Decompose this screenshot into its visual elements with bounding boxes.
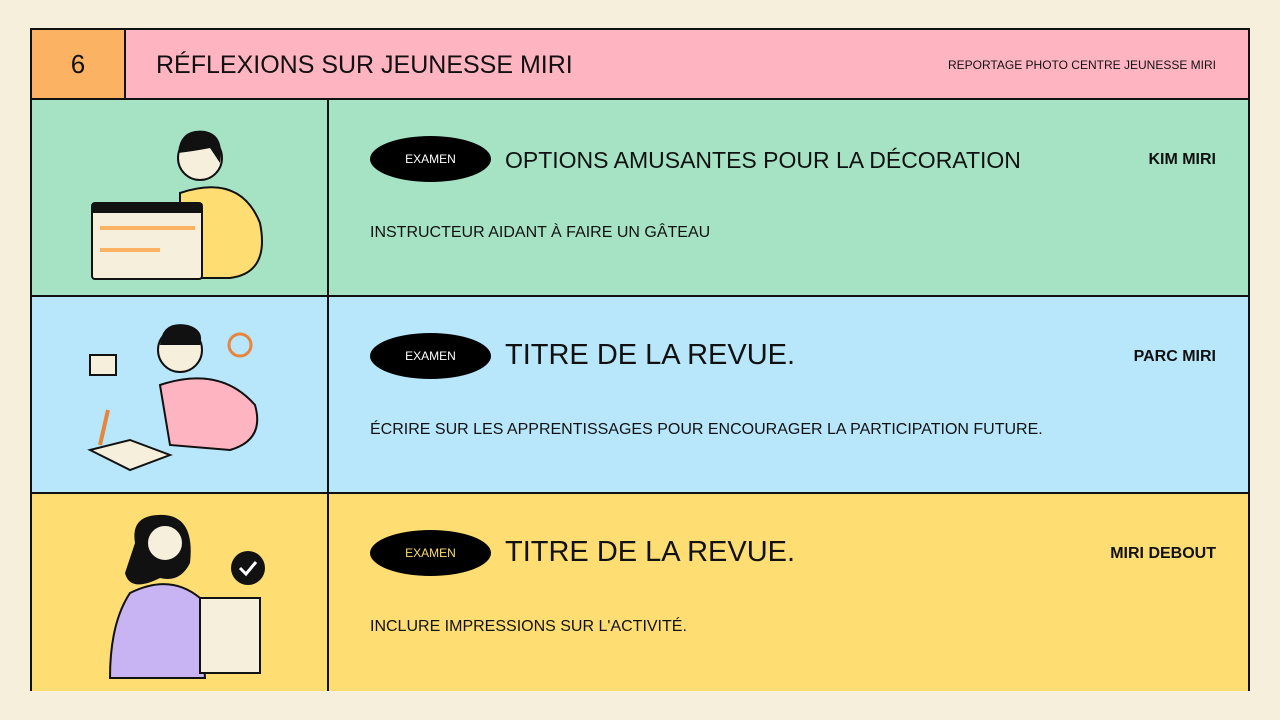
row-title: TITRE DE LA REVUE.: [505, 536, 796, 568]
section-number: 6: [32, 30, 126, 98]
row-title: TITRE DE LA REVUE.: [505, 339, 796, 371]
review-row: [32, 494, 1248, 691]
row-author: PARC MIRI: [1133, 348, 1216, 365]
person-with-checklist-illustration: [32, 494, 329, 691]
examen-badge: EXAMEN: [370, 530, 491, 576]
page-subtitle: REPORTAGE PHOTO CENTRE JEUNESSE MIRI: [947, 58, 1216, 72]
person-with-calendar-illustration: [32, 100, 329, 295]
row-title: OPTIONS AMUSANTES POUR LA DÉCORATION: [505, 147, 1021, 173]
header: [32, 30, 1248, 100]
row-description: INSTRUCTEUR AIDANT À FAIRE UN GÂTEAU: [370, 224, 711, 241]
page-title: RÉFLEXIONS SUR JEUNESSE MIRI: [156, 51, 573, 79]
examen-badge: EXAMEN: [370, 136, 491, 182]
review-row: [32, 100, 1248, 297]
row-author: KIM MIRI: [1148, 151, 1216, 168]
person-writing-illustration: [32, 297, 329, 492]
review-row: [32, 297, 1248, 494]
examen-badge: EXAMEN: [370, 333, 491, 379]
row-description: INCLURE IMPRESSIONS SUR L'ACTIVITÉ.: [370, 618, 687, 635]
row-description: ÉCRIRE SUR LES APPRENTISSAGES POUR ENCOURAGER LA PARTICIPATION FUTURE.: [370, 421, 1043, 438]
slide-frame: [30, 28, 1250, 691]
row-author: MIRI DEBOUT: [1110, 545, 1216, 562]
